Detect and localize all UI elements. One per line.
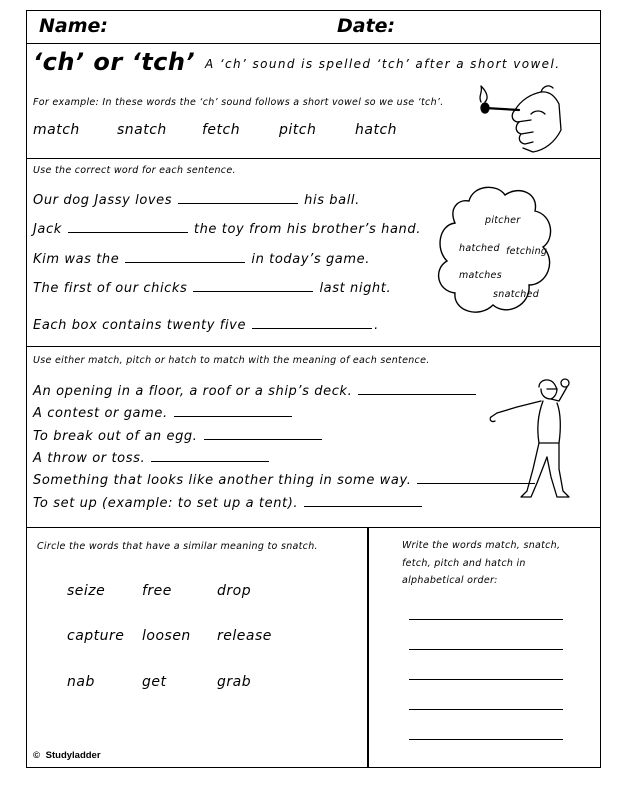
sentence-row [33, 222, 421, 237]
alpha-instruction: Write the words match, snatch, [402, 540, 561, 551]
spelling-rule: A ‘ch’ sound is spelled ‘tch’ after a short vowel. [205, 57, 561, 71]
instruction-text: Use either match, pitch or hatch to match with the meaning of each sentence. [33, 355, 430, 366]
answer-line[interactable] [409, 739, 563, 740]
date-label: Date: [337, 15, 396, 37]
meaning-row [33, 496, 428, 511]
word-bank-item: matches [459, 270, 502, 281]
example-text: For example: In these words the ‘ch’ sound follows a short vowel so we use ‘tch’. [33, 97, 444, 108]
synonym-word[interactable]: drop [217, 583, 252, 599]
answer-blank[interactable] [252, 327, 372, 329]
answer-blank[interactable] [125, 261, 245, 263]
example-word: fetch [202, 122, 241, 138]
sentence-text: Each box contains twenty five [33, 318, 247, 333]
sentence-text: Kim was the [33, 252, 120, 267]
example-word: pitch [279, 122, 317, 138]
synonym-word[interactable]: nab [67, 674, 95, 690]
sentence-text: To set up (example: to set up a tent). [33, 496, 299, 511]
synonym-word[interactable]: grab [217, 674, 252, 690]
answer-line[interactable] [409, 619, 563, 620]
sentence-text: the toy from his brother’s hand. [193, 222, 421, 237]
answer-blank[interactable] [304, 505, 422, 507]
sentence-text: in today’s game. [251, 252, 370, 267]
meaning-row [33, 451, 275, 466]
meaning-row [33, 384, 482, 399]
example-word: snatch [117, 122, 167, 138]
word-bank-item: pitcher [485, 215, 521, 226]
alpha-instruction: alphabetical order: [402, 575, 498, 586]
synonym-word[interactable]: capture [67, 628, 125, 644]
word-bank-item: snatched [493, 289, 540, 300]
meaning-section [27, 347, 600, 528]
answer-line[interactable] [409, 679, 563, 680]
word-bank-item: hatched [459, 243, 500, 254]
intro-section [27, 44, 600, 159]
sentence-text: To break out of an egg. [33, 429, 198, 444]
header-row [27, 11, 600, 44]
worksheet [26, 10, 601, 768]
name-label: Name: [39, 15, 109, 37]
hand-holding-match-icon [475, 70, 565, 154]
answer-line[interactable] [409, 709, 563, 710]
footer-brand [33, 750, 101, 761]
synonym-word[interactable]: loosen [142, 628, 191, 644]
sentence-text: . [374, 318, 379, 333]
answer-blank[interactable] [174, 415, 292, 417]
sentence-text: Our dog Jassy loves [33, 193, 173, 208]
fill-in-section [27, 159, 600, 347]
sentence-row [33, 281, 391, 296]
word-bank-item: fetching [506, 246, 548, 257]
example-word: match [33, 122, 80, 138]
page-title: ‘ch’ or ‘tch’ [33, 48, 196, 76]
meaning-row [33, 406, 298, 421]
example-word: hatch [355, 122, 398, 138]
column-divider [367, 528, 369, 768]
answer-blank[interactable] [68, 231, 188, 233]
meaning-row [33, 473, 541, 488]
synonym-word[interactable]: release [217, 628, 272, 644]
sentence-text: The first of our chicks [33, 281, 188, 296]
answer-blank[interactable] [358, 393, 476, 395]
sentence-text: Something that looks like another thing in some way. [33, 473, 412, 488]
answer-blank[interactable] [151, 460, 269, 462]
copyright-icon: © [33, 750, 40, 761]
baseball-pitcher-icon [487, 373, 577, 501]
sentence-row [33, 252, 370, 267]
synonym-section [27, 528, 600, 768]
answer-line[interactable] [409, 649, 563, 650]
synonym-word[interactable]: seize [67, 583, 106, 599]
sentence-text: An opening in a floor, a roof or a ship’s deck. [33, 384, 353, 399]
synonym-word[interactable]: get [142, 674, 167, 690]
sentence-row [33, 318, 379, 333]
alpha-instruction: fetch, pitch and hatch in [402, 558, 526, 569]
instruction-text: Circle the words that have a similar meaning to snatch. [37, 541, 318, 552]
meaning-row [33, 429, 328, 444]
sentence-text: A throw or toss. [33, 451, 146, 466]
sentence-text: last night. [319, 281, 392, 296]
answer-blank[interactable] [178, 202, 298, 204]
sentence-row [33, 193, 360, 208]
synonym-word[interactable]: free [142, 583, 172, 599]
instruction-text: Use the correct word for each sentence. [33, 165, 236, 176]
answer-blank[interactable] [193, 290, 313, 292]
sentence-text: Jack [33, 222, 62, 237]
brand-name: Studyladder [45, 750, 101, 761]
sentence-text: A contest or game. [33, 406, 168, 421]
answer-blank[interactable] [204, 438, 322, 440]
sentence-text: his ball. [304, 193, 360, 208]
